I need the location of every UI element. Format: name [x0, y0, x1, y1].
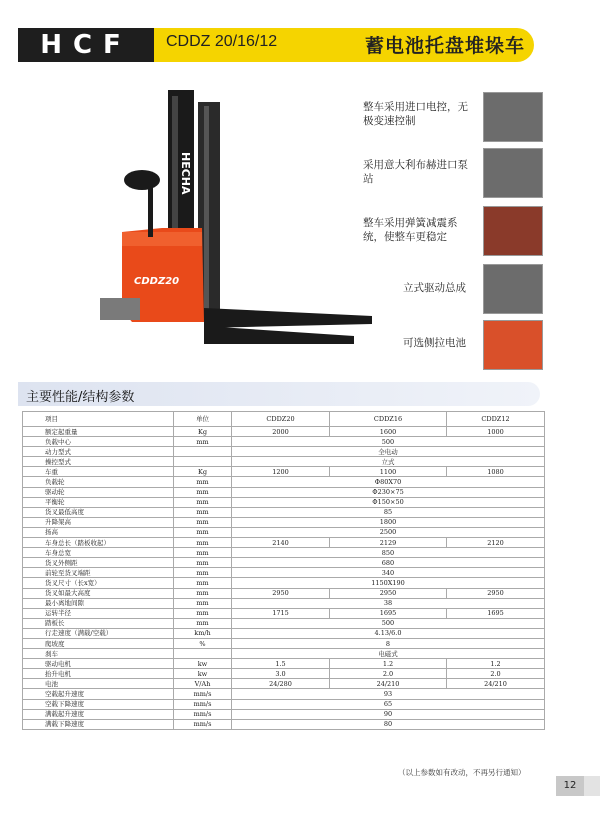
- row-unit-cell: mm: [174, 568, 232, 578]
- row-label-cell: 车重: [23, 467, 174, 477]
- row-label-cell: 负载中心: [23, 437, 174, 447]
- table-row: [23, 709, 545, 719]
- row-label-cell: 满载下降速度: [23, 719, 174, 729]
- row-unit-cell: mm: [174, 608, 232, 618]
- page-tab-edge: [584, 776, 600, 796]
- table-row: [23, 578, 545, 588]
- table-row: [23, 719, 545, 729]
- row-label-cell: 货叉最低高度: [23, 507, 174, 517]
- row-label-cell: 扬高: [23, 527, 174, 537]
- row-unit-cell: mm: [174, 437, 232, 447]
- row-unit-cell: mm/s: [174, 689, 232, 699]
- row-value-cell: 1695: [330, 608, 447, 618]
- row-label-cell: 负载轮: [23, 477, 174, 487]
- row-label-cell: 驱动电机: [23, 659, 174, 669]
- stacker-truck-illustration: [92, 82, 382, 352]
- row-value-cell: 2950: [232, 588, 330, 598]
- row-value-cell: 电磁式: [232, 649, 545, 659]
- product-name: 蓄电池托盘堆垛车: [365, 35, 526, 57]
- row-value-cell: 1800: [232, 517, 545, 527]
- table-row: [23, 628, 545, 638]
- row-value-cell: 340: [232, 568, 545, 578]
- row-value-cell: 2950: [447, 588, 545, 598]
- row-label-cell: 空载起升速度: [23, 689, 174, 699]
- row-unit-cell: kw: [174, 659, 232, 669]
- row-label-cell: 爬坡度: [23, 638, 174, 648]
- row-value-cell: 93: [232, 689, 545, 699]
- row-value-cell: 1715: [232, 608, 330, 618]
- table-row: [23, 618, 545, 628]
- row-value-cell: 38: [232, 598, 545, 608]
- row-unit-cell: mm/s: [174, 699, 232, 709]
- row-label-cell: 行走速度（满载/空载）: [23, 628, 174, 638]
- row-unit-cell: mm: [174, 477, 232, 487]
- row-value-cell: 4.13/6.0: [232, 628, 545, 638]
- table-row: [23, 638, 545, 648]
- body-model-text: CDDZ20: [134, 276, 180, 287]
- row-unit-cell: V/Ah: [174, 679, 232, 689]
- controller-photo-icon: [483, 92, 543, 142]
- row-unit-cell: mm: [174, 497, 232, 507]
- row-unit-cell: mm: [174, 538, 232, 548]
- row-label-cell: 操控型式: [23, 457, 174, 467]
- brand-logo: HCF: [18, 28, 154, 62]
- mast-brand-text: HECHA: [179, 152, 192, 195]
- row-value-cell: 1000: [447, 427, 545, 437]
- table-row: [23, 487, 545, 497]
- table-row: [23, 608, 545, 618]
- feature-text-1: 整车采用进口电控，无极变速控制: [363, 101, 468, 127]
- row-label-cell: 货叉如最大高度: [23, 588, 174, 598]
- row-value-cell: 85: [232, 507, 545, 517]
- row-unit-cell: mm/s: [174, 719, 232, 729]
- row-value-cell: 2140: [232, 538, 330, 548]
- row-value-cell: 24/280: [232, 679, 330, 689]
- row-unit-cell: kw: [174, 669, 232, 679]
- row-label-cell: 升降架高: [23, 517, 174, 527]
- table-row: [23, 699, 545, 709]
- row-unit-cell: [174, 457, 232, 467]
- row-label-cell: 车身总宽: [23, 548, 174, 558]
- row-value-cell: 2500: [232, 527, 545, 537]
- row-value-cell: 1200: [232, 467, 330, 477]
- row-value-cell: 1.2: [330, 659, 447, 669]
- row-value-cell: 1695: [447, 608, 545, 618]
- row-label-cell: 货叉外侧距: [23, 558, 174, 568]
- row-label-cell: 货叉尺寸（长x宽）: [23, 578, 174, 588]
- row-value-cell: 680: [232, 558, 545, 568]
- header-model-cell: CDDZ12: [447, 412, 545, 427]
- row-unit-cell: Kg: [174, 427, 232, 437]
- row-label-cell: 最小离地间隙: [23, 598, 174, 608]
- section-title: 主要性能/结构参数: [26, 390, 135, 405]
- row-unit-cell: [174, 649, 232, 659]
- pump-photo-icon: [483, 148, 543, 198]
- feature-text-3: 整车采用弹簧减震系统，使整车更稳定: [363, 217, 458, 243]
- row-value-cell: Φ80X70: [232, 477, 545, 487]
- row-label-cell: 平衡轮: [23, 497, 174, 507]
- row-value-cell: 2000: [232, 427, 330, 437]
- suspension-photo-icon: [483, 206, 543, 256]
- table-row: [23, 689, 545, 699]
- row-label-cell: 踏板长: [23, 618, 174, 628]
- row-label-cell: 车身总长（踏板收起）: [23, 538, 174, 548]
- row-unit-cell: mm: [174, 487, 232, 497]
- row-label-cell: 额定起重量: [23, 427, 174, 437]
- row-value-cell: 1080: [447, 467, 545, 477]
- row-value-cell: 1100: [330, 467, 447, 477]
- row-unit-cell: mm: [174, 618, 232, 628]
- model-code: CDDZ 20/16/12: [166, 33, 278, 50]
- feature-text-4: 立式驱动总成: [403, 282, 466, 294]
- row-value-cell: 80: [232, 719, 545, 729]
- row-unit-cell: Kg: [174, 467, 232, 477]
- page-number: 12: [556, 776, 584, 796]
- feature-text-2: 采用意大利布赫进口泵站: [363, 159, 468, 185]
- row-unit-cell: mm: [174, 558, 232, 568]
- table-row: [23, 507, 545, 517]
- table-row: [23, 558, 545, 568]
- row-label-cell: 驱动轮: [23, 487, 174, 497]
- header-unit-cell: 单位: [174, 412, 232, 427]
- row-label-cell: 前轮至货叉端距: [23, 568, 174, 578]
- table-row: [23, 568, 545, 578]
- row-value-cell: Φ230×75: [232, 487, 545, 497]
- row-value-cell: 全电动: [232, 447, 545, 457]
- row-value-cell: 500: [232, 437, 545, 447]
- row-unit-cell: mm: [174, 598, 232, 608]
- table-row: [23, 427, 545, 437]
- row-value-cell: 2.0: [330, 669, 447, 679]
- row-value-cell: 500: [232, 618, 545, 628]
- table-row: [23, 447, 545, 457]
- row-unit-cell: mm: [174, 527, 232, 537]
- row-unit-cell: km/h: [174, 628, 232, 638]
- row-label-cell: 空载下降速度: [23, 699, 174, 709]
- row-value-cell: 3.0: [232, 669, 330, 679]
- row-value-cell: 1600: [330, 427, 447, 437]
- side-battery-photo-icon: [483, 320, 543, 370]
- header-model-cell: CDDZ20: [232, 412, 330, 427]
- row-unit-cell: mm/s: [174, 709, 232, 719]
- table-row: [23, 437, 545, 447]
- feature-text-5: 可选侧拉电池: [403, 337, 466, 349]
- row-value-cell: 1.2: [447, 659, 545, 669]
- header-model-cell: CDDZ16: [330, 412, 447, 427]
- row-unit-cell: mm: [174, 548, 232, 558]
- row-value-cell: 2120: [447, 538, 545, 548]
- row-unit-cell: mm: [174, 588, 232, 598]
- table-row: [23, 467, 545, 477]
- row-label-cell: 运转半径: [23, 608, 174, 618]
- drive-unit-photo-icon: [483, 264, 543, 314]
- row-value-cell: 1.5: [232, 659, 330, 669]
- row-value-cell: 2129: [330, 538, 447, 548]
- row-unit-cell: mm: [174, 507, 232, 517]
- table-row: [23, 517, 545, 527]
- table-row: [23, 527, 545, 537]
- row-value-cell: 1150X190: [232, 578, 545, 588]
- row-value-cell: 24/210: [330, 679, 447, 689]
- table-row: [23, 457, 545, 467]
- table-row: [23, 548, 545, 558]
- row-value-cell: 8: [232, 638, 545, 648]
- table-row: [23, 669, 545, 679]
- row-value-cell: 65: [232, 699, 545, 709]
- row-value-cell: Φ150×50: [232, 497, 545, 507]
- table-row: [23, 477, 545, 487]
- spec-table: [22, 411, 545, 730]
- table-row: [23, 598, 545, 608]
- table-row: [23, 497, 545, 507]
- row-value-cell: 立式: [232, 457, 545, 467]
- table-row: [23, 538, 545, 548]
- row-unit-cell: mm: [174, 517, 232, 527]
- row-label-cell: 动力型式: [23, 447, 174, 457]
- row-label-cell: 电池: [23, 679, 174, 689]
- row-unit-cell: %: [174, 638, 232, 648]
- row-value-cell: 2.0: [447, 669, 545, 679]
- table-row: [23, 659, 545, 669]
- row-value-cell: 24/210: [447, 679, 545, 689]
- table-row: [23, 649, 545, 659]
- table-row: [23, 679, 545, 689]
- row-value-cell: 90: [232, 709, 545, 719]
- row-unit-cell: [174, 447, 232, 457]
- row-value-cell: 850: [232, 548, 545, 558]
- row-label-cell: 满载起升速度: [23, 709, 174, 719]
- table-row: [23, 588, 545, 598]
- row-value-cell: 2950: [330, 588, 447, 598]
- header-item-cell: 项目: [23, 412, 174, 427]
- row-label-cell: 刹车: [23, 649, 174, 659]
- row-label-cell: 抬升电机: [23, 669, 174, 679]
- table-header-row: [23, 412, 545, 427]
- row-unit-cell: mm: [174, 578, 232, 588]
- footnote: （以上参数如有改动，不再另行通知）: [398, 768, 526, 777]
